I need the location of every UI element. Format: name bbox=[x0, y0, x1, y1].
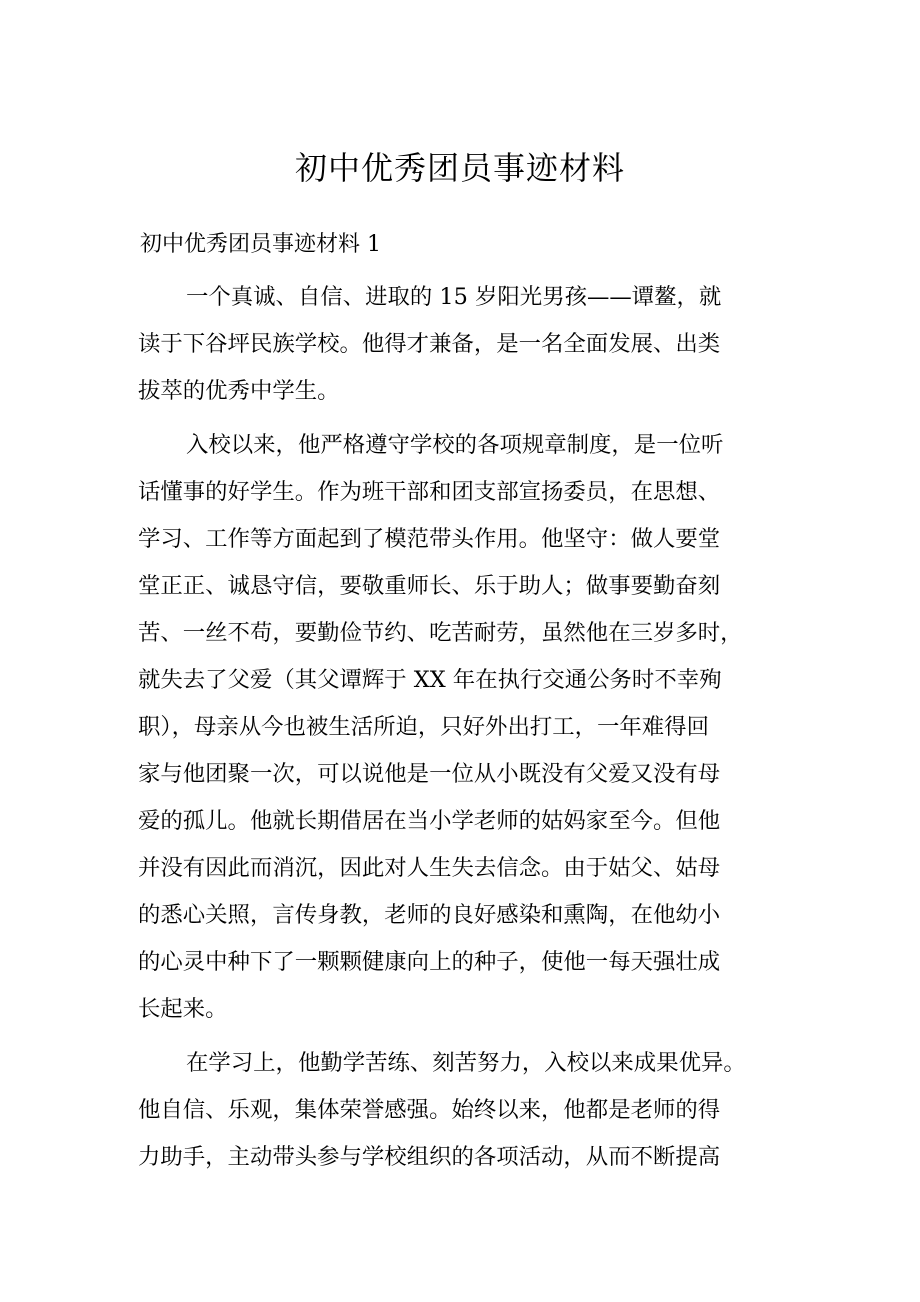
paragraph-line: 拔萃的优秀中学生。 bbox=[138, 378, 340, 404]
paragraph-line: 并没有因此而消沉，因此对人生失去信念。由于姑父、姑母 bbox=[138, 855, 721, 881]
paragraph-line: 的心灵中种下了一颗颗健康向上的种子，使他一每天强壮成 bbox=[138, 949, 721, 975]
paragraph-line: 读于下谷坪民族学校。他得才兼备，是一名全面发展、出类 bbox=[138, 331, 721, 357]
paragraph-line: 苦、一丝不苟，要勤俭节约、吃苦耐劳，虽然他在三岁多时， bbox=[138, 620, 743, 646]
paragraph-line: 力助手，主动带头参与学校组织的各项活动，从而不断提高 bbox=[138, 1144, 721, 1170]
paragraph-line: 家与他团聚一次，可以说他是一位从小既没有父爱又没有母 bbox=[138, 761, 721, 787]
paragraph-line: 学习、工作等方面起到了模范带头作用。他坚守：做人要堂 bbox=[138, 526, 721, 552]
paragraph-line: 职），母亲从今也被生活所迫，只好外出打工，一年难得回 bbox=[138, 714, 709, 740]
paragraph-line: 在学习上，他勤学苦练、刻苦努力，入校以来成果优异。 bbox=[186, 1050, 746, 1076]
paragraph-line: 爱的孤儿。他就长期借居在当小学老师的姑妈家至今。但他 bbox=[138, 808, 721, 834]
paragraph-line: 话懂事的好学生。作为班干部和团支部宣扬委员，在思想、 bbox=[138, 479, 721, 505]
paragraph-line: 堂正正、诚恳守信，要敬重师长、乐于助人；做事要勤奋刻 bbox=[138, 573, 721, 599]
paragraph-line: 他自信、乐观，集体荣誉感强。始终以来，他都是老师的得 bbox=[138, 1097, 721, 1123]
document-title: 初中优秀团员事迹材料 bbox=[294, 149, 625, 187]
paragraph-line: 的悉心关照，言传身教，老师的良好感染和熏陶，在他幼小 bbox=[138, 902, 721, 928]
paragraph-line: 长起来。 bbox=[138, 996, 228, 1022]
paragraph-line: 一个真诚、自信、进取的 15 岁阳光男孩——谭鳌，就 bbox=[186, 284, 722, 310]
paragraph-line: 就失去了父爱（其父谭辉于 XX 年在执行交通公务时不幸殉 bbox=[138, 667, 722, 693]
section-heading: 初中优秀团员事迹材料 1 bbox=[140, 232, 381, 257]
paragraph-line: 入校以来，他严格遵守学校的各项规章制度，是一位听 bbox=[186, 432, 724, 458]
